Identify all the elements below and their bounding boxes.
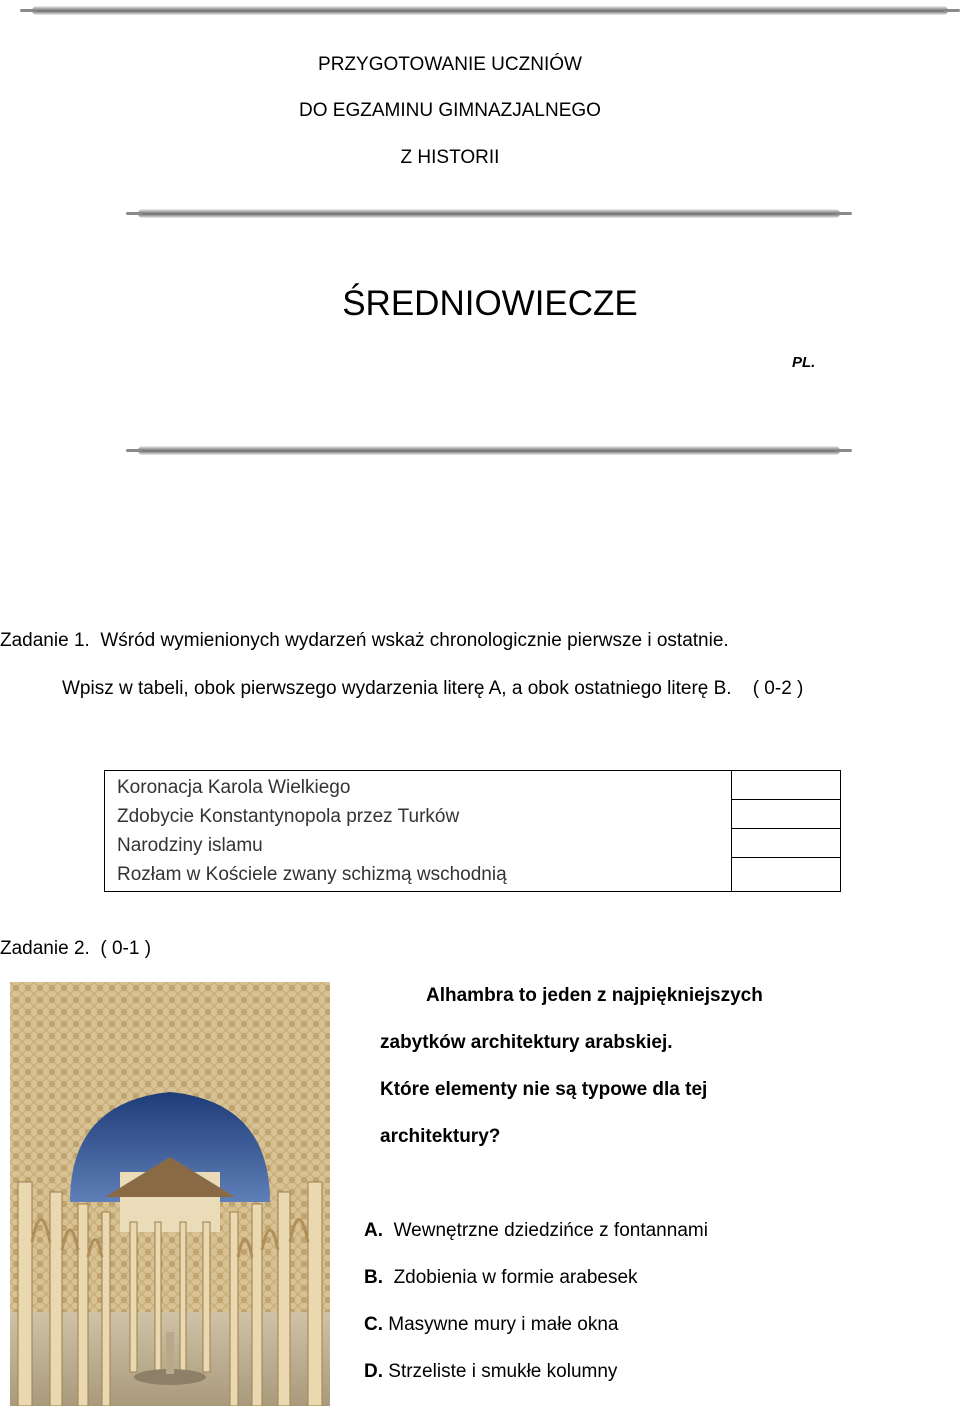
answer-cell[interactable] — [732, 829, 840, 858]
event-item: Koronacja Karola Wielkiego — [117, 777, 351, 798]
option-a[interactable] — [364, 1220, 708, 1242]
title-line-2: DO EGZAMINU GIMNAZJALNEGO — [299, 100, 601, 121]
option-text: Masywne mury i małe okna — [388, 1314, 619, 1335]
events-list-cell — [105, 771, 732, 892]
alhambra-photo — [10, 982, 330, 1406]
events-table — [104, 770, 841, 892]
option-b[interactable] — [364, 1267, 638, 1289]
header-divider-lower — [138, 446, 840, 455]
answer-column — [732, 771, 841, 892]
title-line-3: Z HISTORII — [400, 147, 500, 168]
option-letter: B. — [364, 1267, 383, 1288]
task2-question-line: zabytków architektury arabskiej. — [380, 1032, 673, 1053]
subject-tag: PL. — [792, 354, 816, 371]
event-item: Narodziny islamu — [117, 835, 263, 856]
task2-question-line: architektury? — [380, 1126, 501, 1147]
task2-question-line: Które elementy nie są typowe dla tej — [380, 1079, 708, 1100]
subject-title: ŚREDNIOWIECZE — [342, 284, 638, 323]
header-divider-upper — [138, 209, 840, 218]
task2-question-line: Alhambra to jeden z najpiękniejszych — [426, 985, 763, 1006]
task1-instruction-2: Wpisz w tabeli, obok pierwszego wydarzenia literę A, a obok ostatniego literę B. — [62, 678, 732, 699]
option-letter: C. — [364, 1314, 383, 1335]
option-letter: D. — [364, 1361, 383, 1382]
option-text: Wewnętrzne dziedzińce z fontannami — [393, 1220, 708, 1241]
task1-line2 — [62, 678, 803, 700]
top-divider — [32, 6, 948, 15]
task1-line1 — [0, 630, 729, 652]
event-item: Rozłam w Kościele zwany schizmą wschodnią — [117, 864, 507, 885]
answer-cell[interactable] — [732, 771, 840, 800]
task2-heading — [0, 938, 151, 960]
title-line-1: PRZYGOTOWANIE UCZNIÓW — [318, 54, 582, 75]
option-d[interactable] — [364, 1361, 617, 1383]
event-item: Zdobycie Konstantynopola przez Turków — [117, 806, 460, 827]
answer-cell[interactable] — [732, 858, 840, 888]
task1-instruction-1: Wśród wymienionych wydarzeń wskaż chronologicznie pierwsze i ostatnie. — [100, 630, 729, 651]
task1-points: ( 0-2 ) — [752, 678, 804, 699]
task1-label: Zadanie 1. — [0, 630, 90, 651]
option-text: Strzeliste i smukłe kolumny — [388, 1361, 618, 1382]
option-letter: A. — [364, 1220, 383, 1241]
option-text: Zdobienia w formie arabesek — [393, 1267, 638, 1288]
option-c[interactable] — [364, 1314, 618, 1336]
task2-points: ( 0-1 ) — [100, 938, 152, 959]
task2-label: Zadanie 2. — [0, 938, 90, 959]
answer-cell[interactable] — [732, 800, 840, 829]
